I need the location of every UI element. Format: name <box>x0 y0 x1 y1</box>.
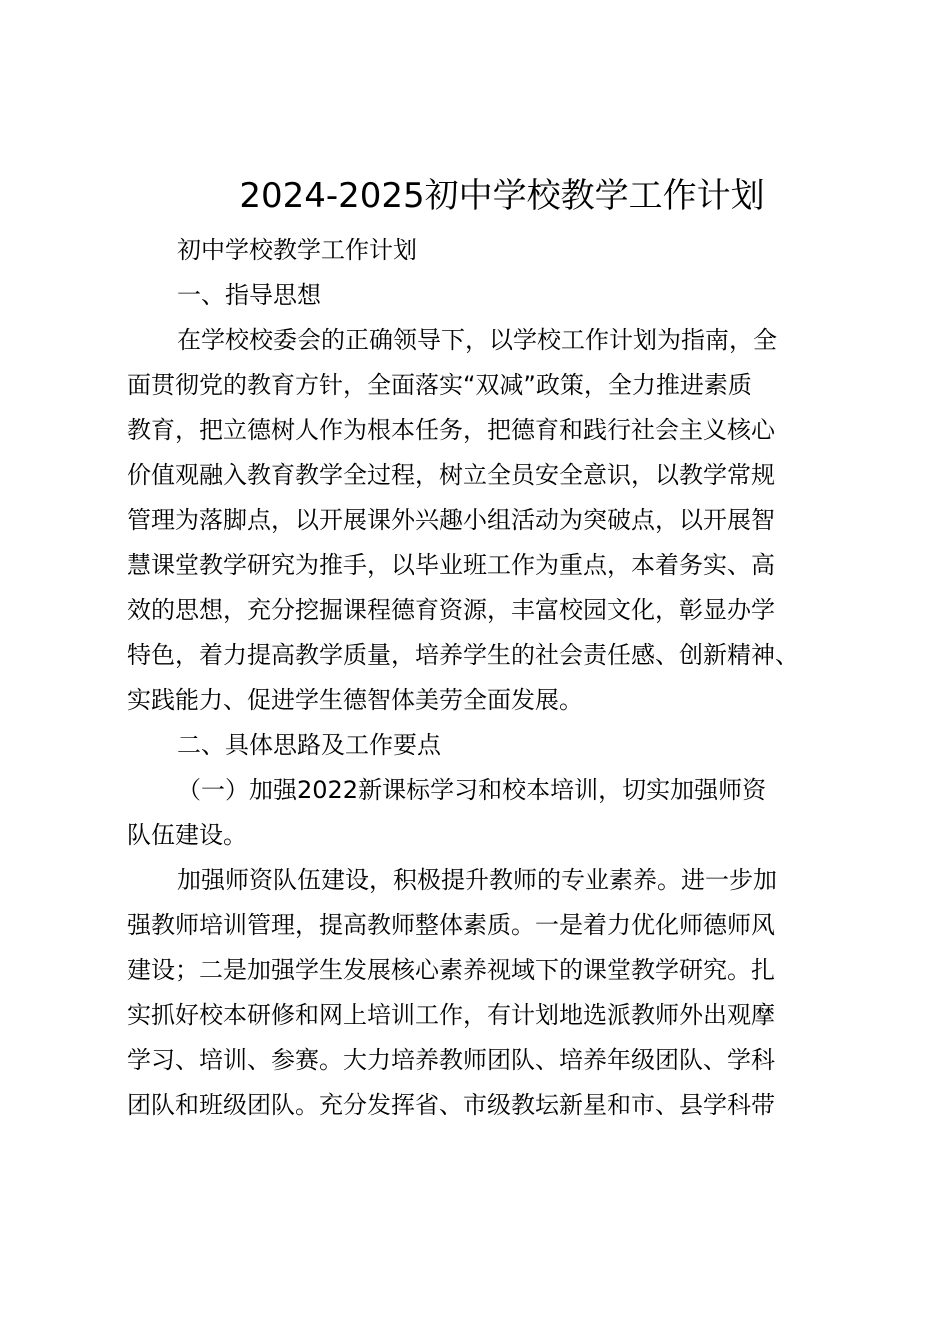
document-body <box>127 228 847 1128</box>
section-heading-work-points: 二、具体思路及工作要点 <box>177 731 441 759</box>
paragraph-teacher-team <box>127 858 847 1128</box>
document-subtitle: 初中学校教学工作计划 <box>177 236 417 264</box>
paragraph-line: 实践能力、促进学生德智体美劳全面发展。 <box>127 686 583 714</box>
document-title: 2024-2025初中学校教学工作计划 <box>239 176 765 216</box>
paragraph-line: 建设；二是加强学生发展核心素养视域下的课堂教学研究。扎 <box>127 956 775 984</box>
paragraph-line: 价值观融入教育教学全过程，树立全员安全意识，以教学常规 <box>127 461 775 489</box>
paragraph-line: 教育，把立德树人作为根本任务，把德育和践行社会主义核心 <box>127 416 775 444</box>
paragraph-line: 团队和班级团队。充分发挥省、市级教坛新星和市、县学科带 <box>127 1091 775 1119</box>
paragraph-line: 加强师资队伍建设，积极提升教师的专业素养。进一步加 <box>177 866 777 894</box>
paragraph-line: 面贯彻党的教育方针，全面落实“双减”政策，全力推进素质 <box>127 371 752 399</box>
paragraph-line: 管理为落脚点，以开展课外兴趣小组活动为突破点，以开展智 <box>127 506 775 534</box>
paragraph-line: 效的思想，充分挖掘课程德育资源，丰富校园文化，彰显办学 <box>127 596 775 624</box>
subheading-teacher-training <box>127 768 847 858</box>
paragraph-guiding-ideology <box>127 318 847 723</box>
paragraph-line: 实抓好校本研修和网上培训工作，有计划地选派教师外出观摩 <box>127 1001 775 1029</box>
paragraph-line: 学习、培训、参赛。大力培养教师团队、培养年级团队、学科 <box>127 1046 775 1074</box>
paragraph-line: 特色，着力提高教学质量，培养学生的社会责任感、创新精神、 <box>127 641 799 669</box>
section-heading-guiding-ideology: 一、指导思想 <box>177 281 321 309</box>
subheading-line: （一）加强2022新课标学习和校本培训，切实加强师资 <box>177 776 767 804</box>
paragraph-line: 强教师培训管理，提高教师整体素质。一是着力优化师德师风 <box>127 911 775 939</box>
paragraph-line: 慧课堂教学研究为推手，以毕业班工作为重点，本着务实、高 <box>127 551 775 579</box>
subheading-line: 队伍建设。 <box>127 821 247 849</box>
paragraph-line: 在学校校委会的正确领导下，以学校工作计划为指南，全 <box>177 326 777 354</box>
